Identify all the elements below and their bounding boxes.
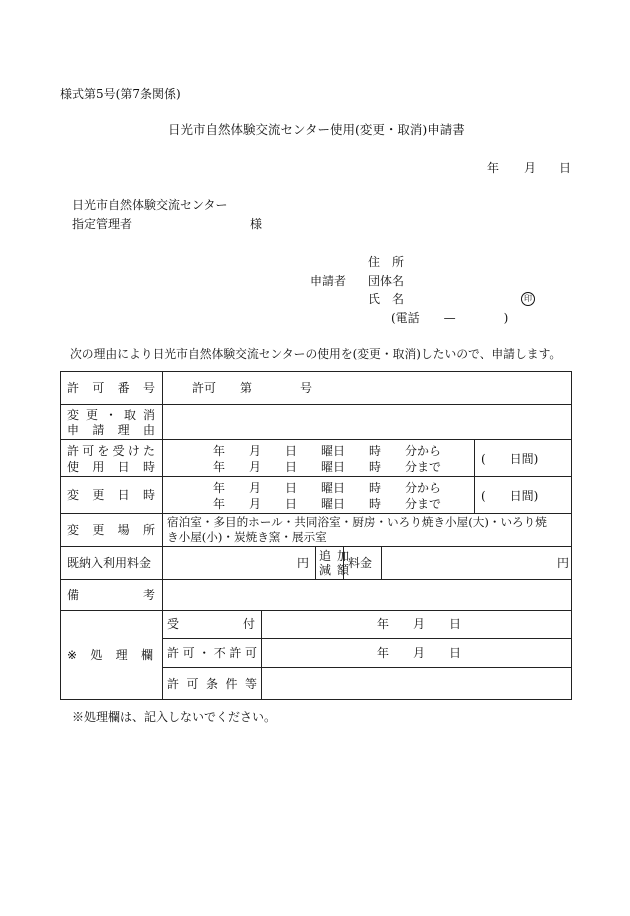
application-table (60, 371, 572, 700)
change-place-options-line2: き小屋(小)・炭焼き窯・展示室 (167, 530, 327, 544)
permission-date: 年 月 日 (377, 646, 462, 660)
paid-fee-label: 既納入利用料金 (67, 556, 152, 570)
change-dates-from: 年 月 日 曜日 時 分から (213, 481, 442, 495)
applicant-name-label: 氏 名 (368, 292, 405, 306)
date-year-label: 年 (487, 161, 500, 175)
footnote: ※処理欄は、記入しないでください。 (72, 710, 277, 724)
seal-mark: 印 (521, 291, 535, 306)
change-dates-label: 変 更 日 時 (67, 488, 155, 502)
change-place-label: 変 更 場 所 (67, 523, 155, 537)
reason-label-line2: 申 請 理 由 (67, 423, 155, 437)
permit-number-label: 許 可 番 号 (67, 381, 155, 395)
document-title: 日光市自然体験交流センター使用(変更・取消)申請書 (168, 122, 465, 137)
fee-adjust-add: 追加 (319, 549, 356, 563)
applicant-phone: (電話 — ) (391, 311, 509, 325)
applicant-group-label: 団体名 (368, 274, 405, 288)
adjusted-fee-yen: 円 (557, 556, 570, 570)
remarks-label: 備 考 (67, 588, 155, 602)
orig-dates-to: 年 月 日 曜日 時 分まで (213, 460, 442, 474)
received-label: 受 付 (167, 617, 255, 631)
addressee-manager: 指定管理者 (72, 217, 133, 231)
fee-adjust-reduce: 減額 (319, 563, 356, 577)
orig-dates-days: ( 日間) (481, 452, 539, 466)
change-place-options-line1: 宿泊室・多目的ホール・共同浴室・厨房・いろり焼き小屋(大)・いろり焼 (167, 515, 547, 529)
permission-label: 許 可 ・ 不 許 可 (167, 646, 257, 660)
applicant-address-label: 住 所 (368, 255, 405, 269)
reason-label-line1: 変 更 ・ 取 消 (67, 408, 155, 422)
date-day-label: 日 (559, 161, 572, 175)
orig-dates-label-line2: 使 用 日 時 (67, 460, 155, 474)
applicant-label: 申請者 (310, 274, 347, 288)
paid-fee-yen: 円 (297, 556, 310, 570)
intro-text: 次の理由により日光市自然体験交流センターの使用を(変更・取消)したいので、申請します。 (70, 347, 562, 361)
orig-dates-label-line1: 許 可 を 受 け た (67, 444, 155, 458)
processing-section-label: ※ 処 理 欄 (67, 648, 153, 662)
addressee-facility: 日光市自然体験交流センター (72, 198, 228, 212)
adjusted-fee-label: 料金 (348, 556, 373, 570)
orig-dates-from: 年 月 日 曜日 時 分から (213, 444, 442, 458)
conditions-label: 許 可 条 件 等 (167, 677, 257, 691)
change-dates-to: 年 月 日 曜日 時 分まで (213, 497, 442, 511)
permit-number-value: 許可 第 号 (192, 381, 313, 395)
change-dates-days: ( 日間) (481, 489, 539, 503)
received-date: 年 月 日 (377, 617, 462, 631)
form-number: 様式第5号(第7条関係) (60, 87, 181, 101)
addressee-honorific: 様 (250, 217, 263, 231)
date-month-label: 月 (524, 161, 537, 175)
